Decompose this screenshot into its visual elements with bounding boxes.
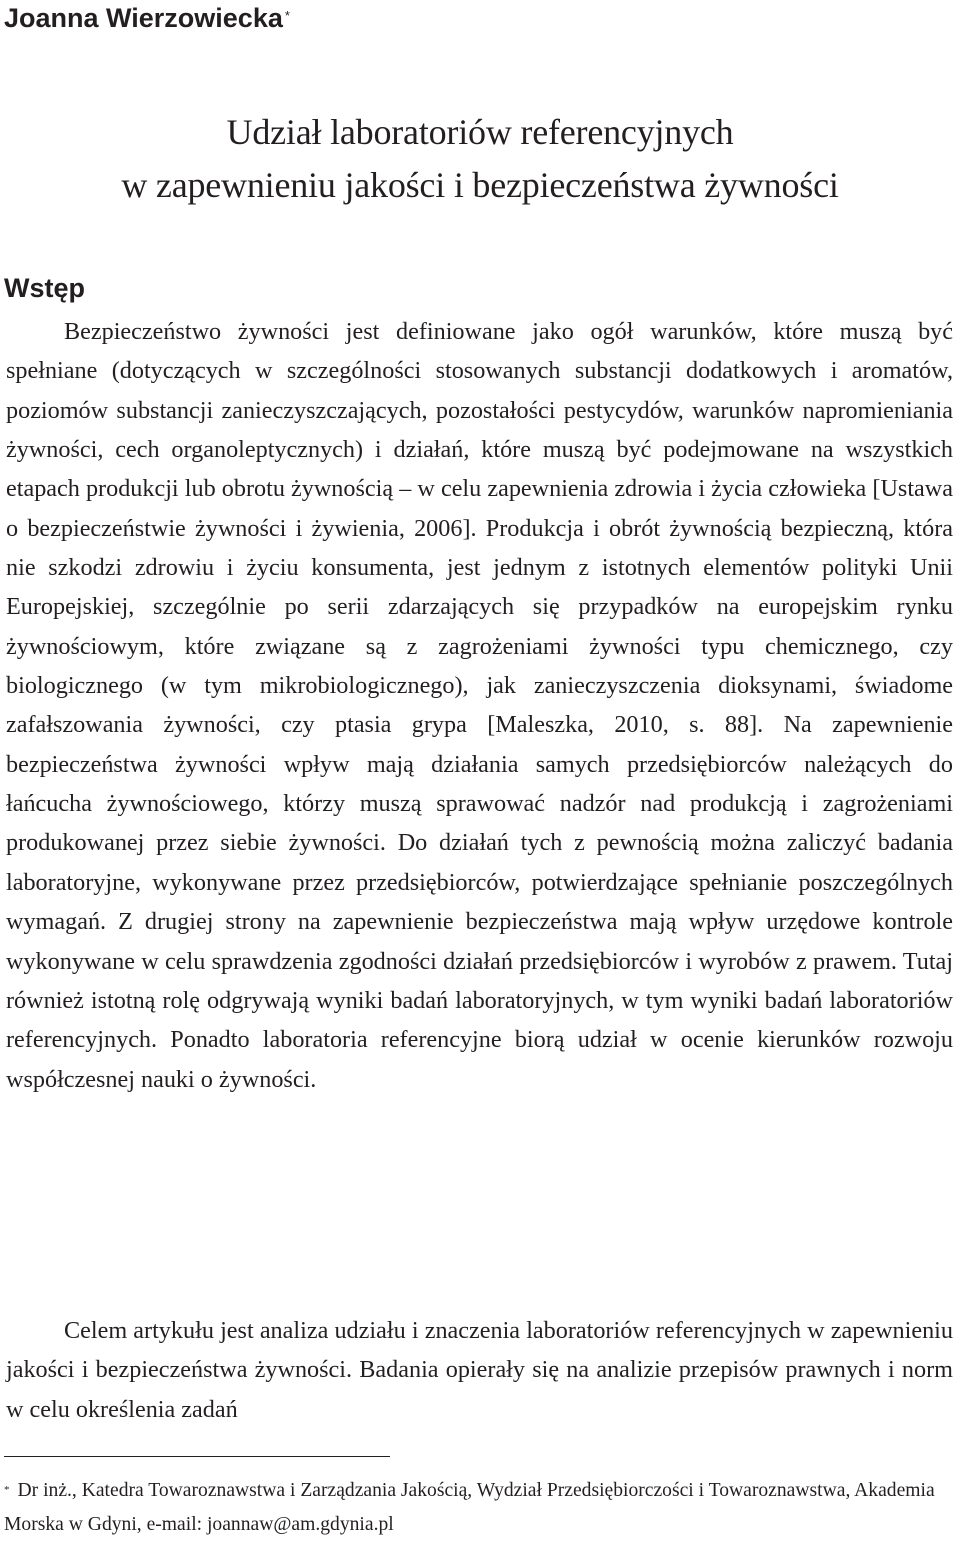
footnote-text: Dr inż., Katedra Towaroznawstwa i Zarządzania Jakością, Wydział Przedsiębiorczości i Towaroznawstwa, Akademia Morska w Gdyni, e-mail: joannaw@am.gdynia.pl [4, 1480, 935, 1535]
paragraph-objective: Celem artykułu jest analiza udziału i znaczenia laboratoriów referencyjnych w zapewnieniu jakości i bezpieczeństwa żywności. Badania opierały się na analizie przepisów prawnych i norm w celu określenia zadań [6, 1317, 953, 1423]
author-name [4, 0, 290, 36]
article-title-line-1: Udział laboratoriów referencyjnych [226, 112, 734, 152]
section-heading: Wstęp [4, 273, 85, 303]
paragraph-introduction: Bezpieczeństwo żywności jest definiowane jako ogół warunków, które muszą być spełniane (dotyczących w szczególności stosowanych substancji dodatkowych i aromatów, poziomów substancji zanieczyszczających, pozostałości pestycydów, warunków napromieniania żywności, cech organoleptycznych) i działań, które muszą być podejmowane na wszystkich etapach produkcji lub obrotu żywnością – w celu zapewnienia zdrowia i życia człowieka [Ustawa o bezpieczeństwie żywności i żywienia, 2006]. Produkcja i obrót żywnością bezpieczną, która nie szkodzi zdrowiu i życiu konsumenta, jest jednym z istotnych elementów polityki Unii Europejskiej, szczególnie po serii zdarzających się przypadków na europejskim rynku żywnościowym, które związane są z zagrożeniami żywności typu chemicznego, czy biologicznego (w tym mikrobiologicznego), jak zanieczyszczenia dioksynami, świadome zafałszowania żywności, czy ptasia grypa [Maleszka, 2010, s. 88]. Na zapewnienie bezpieczeństwa żywności wpływ mają działania samych przedsiębiorców należących do łańcucha żywnościowego, którzy muszą sprawować nadzór nad produkcją i zagrożeniami produkowanej przez siebie żywności. Do działań tych z pewnością można zaliczyć badania laboratoryjne, wykonywane przez przedsiębiorców, potwierdzające spełnianie poszczególnych wymagań. Z drugiej strony na zapewnienie bezpieczeństwa mają wpływ urzędowe kontrole wykonywane w celu sprawdzenia zgodności działań przedsiębiorców i wyrobów z prawem. Tutaj również istotną rolę odgrywają wyniki badań laboratoryjnych, w tym wyniki badań laboratoriów referencyjnych. Ponadto laboratoria referencyjne biorą udział w ocenie kierunków rozwoju współczesnej nauki o żywności. [6, 318, 953, 1093]
footnote-separator [4, 1456, 390, 1457]
author-footnote-marker: * [284, 8, 290, 23]
footnote [4, 1474, 956, 1542]
article-title [0, 106, 960, 212]
footnote-marker: * [4, 1484, 10, 1496]
author-name-text: Joanna Wierzowiecka [4, 3, 283, 33]
article-title-line-2: w zapewnieniu jakości i bezpieczeństwa żywności [121, 165, 839, 205]
